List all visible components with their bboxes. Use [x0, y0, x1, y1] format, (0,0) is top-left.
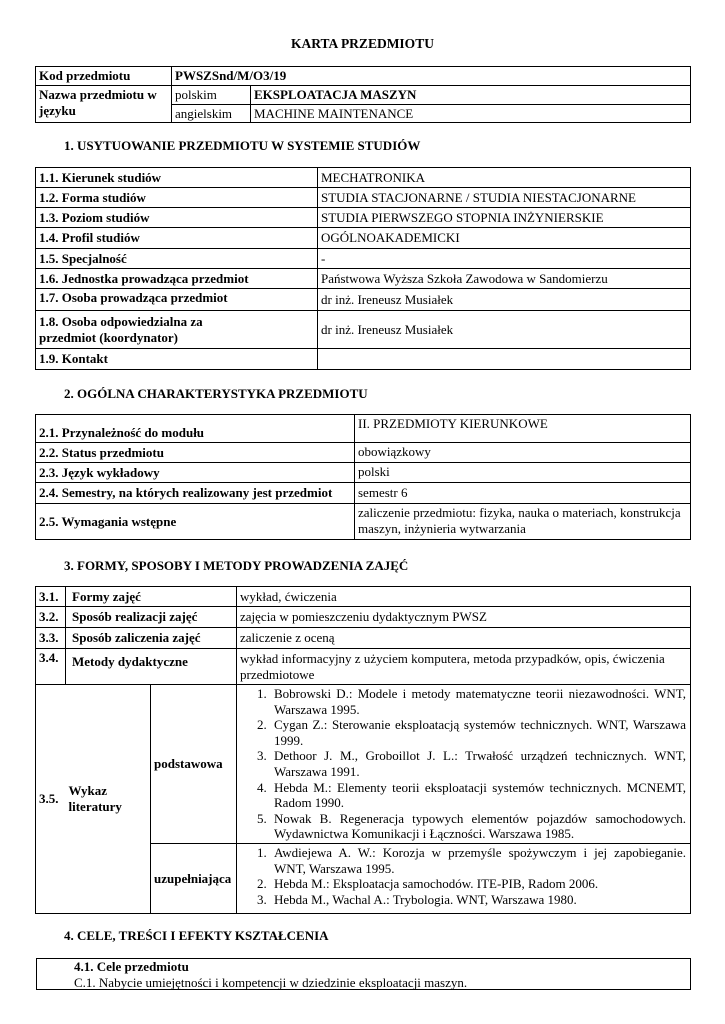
s1-value: Państwowa Wyższa Szkoła Zawodowa w Sandomierzu — [318, 269, 691, 289]
s1-label: 1.5. Specjalność — [36, 249, 318, 269]
s1-label: 1.6. Jednostka prowadząca przedmiot — [36, 269, 318, 289]
s3-label: Metody dydaktyczne — [66, 649, 237, 685]
basic-literature-list — [240, 686, 686, 842]
list-item: 2. Hebda M.: Eksploatacja samochodów. ITE-PIB, Radom 2006. — [270, 876, 686, 892]
s1-label: 1.4. Profil studiów — [36, 228, 318, 249]
s2-label: 2.1. Przynależność do modułu — [36, 415, 355, 443]
course-code-table — [35, 66, 691, 123]
section1-heading: 1. USYTUOWANIE PRZEDMIOTU W SYSTEMIE STUDIÓW — [64, 138, 421, 153]
s3-value: zajęcia w pomieszczeniu dydaktycznym PWSZ — [237, 607, 691, 628]
english-label: angielskim — [172, 104, 251, 123]
list-item: 1. Awdiejewa A. W.: Korozja w przemyśle spożywczym i jej zapobieganie. WNT, Warszawa 1995. — [270, 845, 686, 876]
s3-num: 3.4. — [36, 649, 66, 685]
section2-table — [35, 414, 691, 540]
section1-table — [35, 167, 691, 370]
s1-value: STUDIA PIERWSZEGO STOPNIA INŻYNIERSKIE — [318, 208, 691, 228]
s1-value: MECHATRONIKA — [318, 168, 691, 188]
goals-label: 4.1. Cele przedmiotu — [74, 959, 189, 974]
page-title: KARTA PRZEDMIOTU — [291, 36, 434, 51]
s2-value: obowiązkowy — [355, 443, 691, 463]
s1-value: dr inż. Ireneusz Musiałek — [318, 311, 691, 349]
list-item: 2. Cygan Z.: Sterowanie eksploatacją systemów technicznych. WNT, Warszawa 1999. — [270, 717, 686, 748]
s3-label: Sposób realizacji zajęć — [66, 607, 237, 628]
s1-value: - — [318, 249, 691, 269]
polish-label: polskim — [172, 86, 251, 105]
section4-heading: 4. CELE, TREŚCI I EFEKTY KSZTAŁCENIA — [64, 928, 329, 943]
s2-label: 2.2. Status przedmiotu — [36, 443, 355, 463]
s2-label: 2.3. Język wykładowy — [36, 463, 355, 483]
s2-value: zaliczenie przedmiotu: fizyka, nauka o materiach, konstrukcja maszyn, inżynieria wytwarzania — [355, 504, 691, 540]
s2-value: semestr 6 — [355, 483, 691, 504]
basic-literature-label: podstawowa — [151, 685, 237, 844]
polish-name: EKSPLOATACJA MASZYN — [251, 86, 691, 105]
course-name-label: Nazwa przedmiotu w języku — [36, 86, 172, 123]
list-item: 5. Nowak B. Regeneracja typowych elementów pojazdów samochodowych. Wydawnictwa Komunikacji i Łączności. Warszawa 1985. — [270, 811, 686, 842]
s3-value: wykład informacyjny z użyciem komputera, metoda przypadków, opis, ćwiczenia przedmiotowe — [237, 649, 691, 685]
section3-heading: 3. FORMY, SPOSOBY I METODY PROWADZENIA ZAJĘĆ — [64, 558, 409, 573]
english-name: MACHINE MAINTENANCE — [251, 104, 691, 123]
s2-value: polski — [355, 463, 691, 483]
s3-value: zaliczenie z oceną — [237, 628, 691, 649]
list-item: 3. Hebda M., Wachal A.: Trybologia. WNT, Warszawa 1980. — [270, 892, 686, 908]
s3-label: Sposób zaliczenia zajęć — [66, 628, 237, 649]
list-item: 3. Dethoor J. M., Groboillot J. L.: Trwałość urządzeń technicznych. WNT, Warszawa 1991. — [270, 748, 686, 779]
s1-value: STUDIA STACJONARNE / STUDIA NIESTACJONARNE — [318, 188, 691, 208]
s1-label: 1.1. Kierunek studiów — [36, 168, 318, 188]
s2-value: II. PRZEDMIOTY KIERUNKOWE — [355, 415, 691, 443]
s1-label: 1.8. Osoba odpowiedzialna za przedmiot (koordynator) — [36, 311, 318, 349]
course-code-label: Kod przedmiotu — [36, 67, 172, 86]
section2-heading: 2. OGÓLNA CHARAKTERYSTYKA PRZEDMIOTU — [64, 386, 368, 401]
s1-label: 1.7. Osoba prowadząca przedmiot — [36, 289, 318, 311]
list-item: 4. Hebda M.: Elementy teorii eksploatacji systemów technicznych. MCNEMT, Radom 1990. — [270, 780, 686, 811]
s3-num: 3.1. — [36, 587, 66, 607]
s1-value: OGÓLNOAKADEMICKI — [318, 228, 691, 249]
list-item: 1. Bobrowski D.: Modele i metody matematyczne teorii niezawodności. WNT, Warszawa 1995. — [270, 686, 686, 717]
extra-literature-label: uzupełniająca — [151, 843, 237, 913]
s1-label: 1.2. Forma studiów — [36, 188, 318, 208]
s1-value — [318, 349, 691, 370]
s3-num: 3.3. — [36, 628, 66, 649]
literature-label: Wykaz literatury — [66, 685, 151, 914]
s2-label: 2.4. Semestry, na których realizowany jest przedmiot — [36, 483, 355, 504]
goal-c1: C.1. Nabycie umiejętności i kompetencji w dziedzinie eksploatacji maszyn. — [74, 974, 468, 990]
s3-num: 3.2. — [36, 607, 66, 628]
literature-num: 3.5. — [36, 685, 66, 914]
extra-literature-list — [240, 845, 686, 907]
s1-value: dr inż. Ireneusz Musiałek — [318, 289, 691, 311]
s1-label: 1.9. Kontakt — [36, 349, 318, 370]
course-code-value: PWSZSnd/M/O3/19 — [172, 67, 691, 86]
s2-label: 2.5. Wymagania wstępne — [36, 504, 355, 540]
s3-label: Formy zajęć — [66, 587, 237, 607]
s1-label: 1.3. Poziom studiów — [36, 208, 318, 228]
section3-table — [35, 586, 691, 914]
goals-box — [36, 958, 691, 990]
s3-value: wykład, ćwiczenia — [237, 587, 691, 607]
